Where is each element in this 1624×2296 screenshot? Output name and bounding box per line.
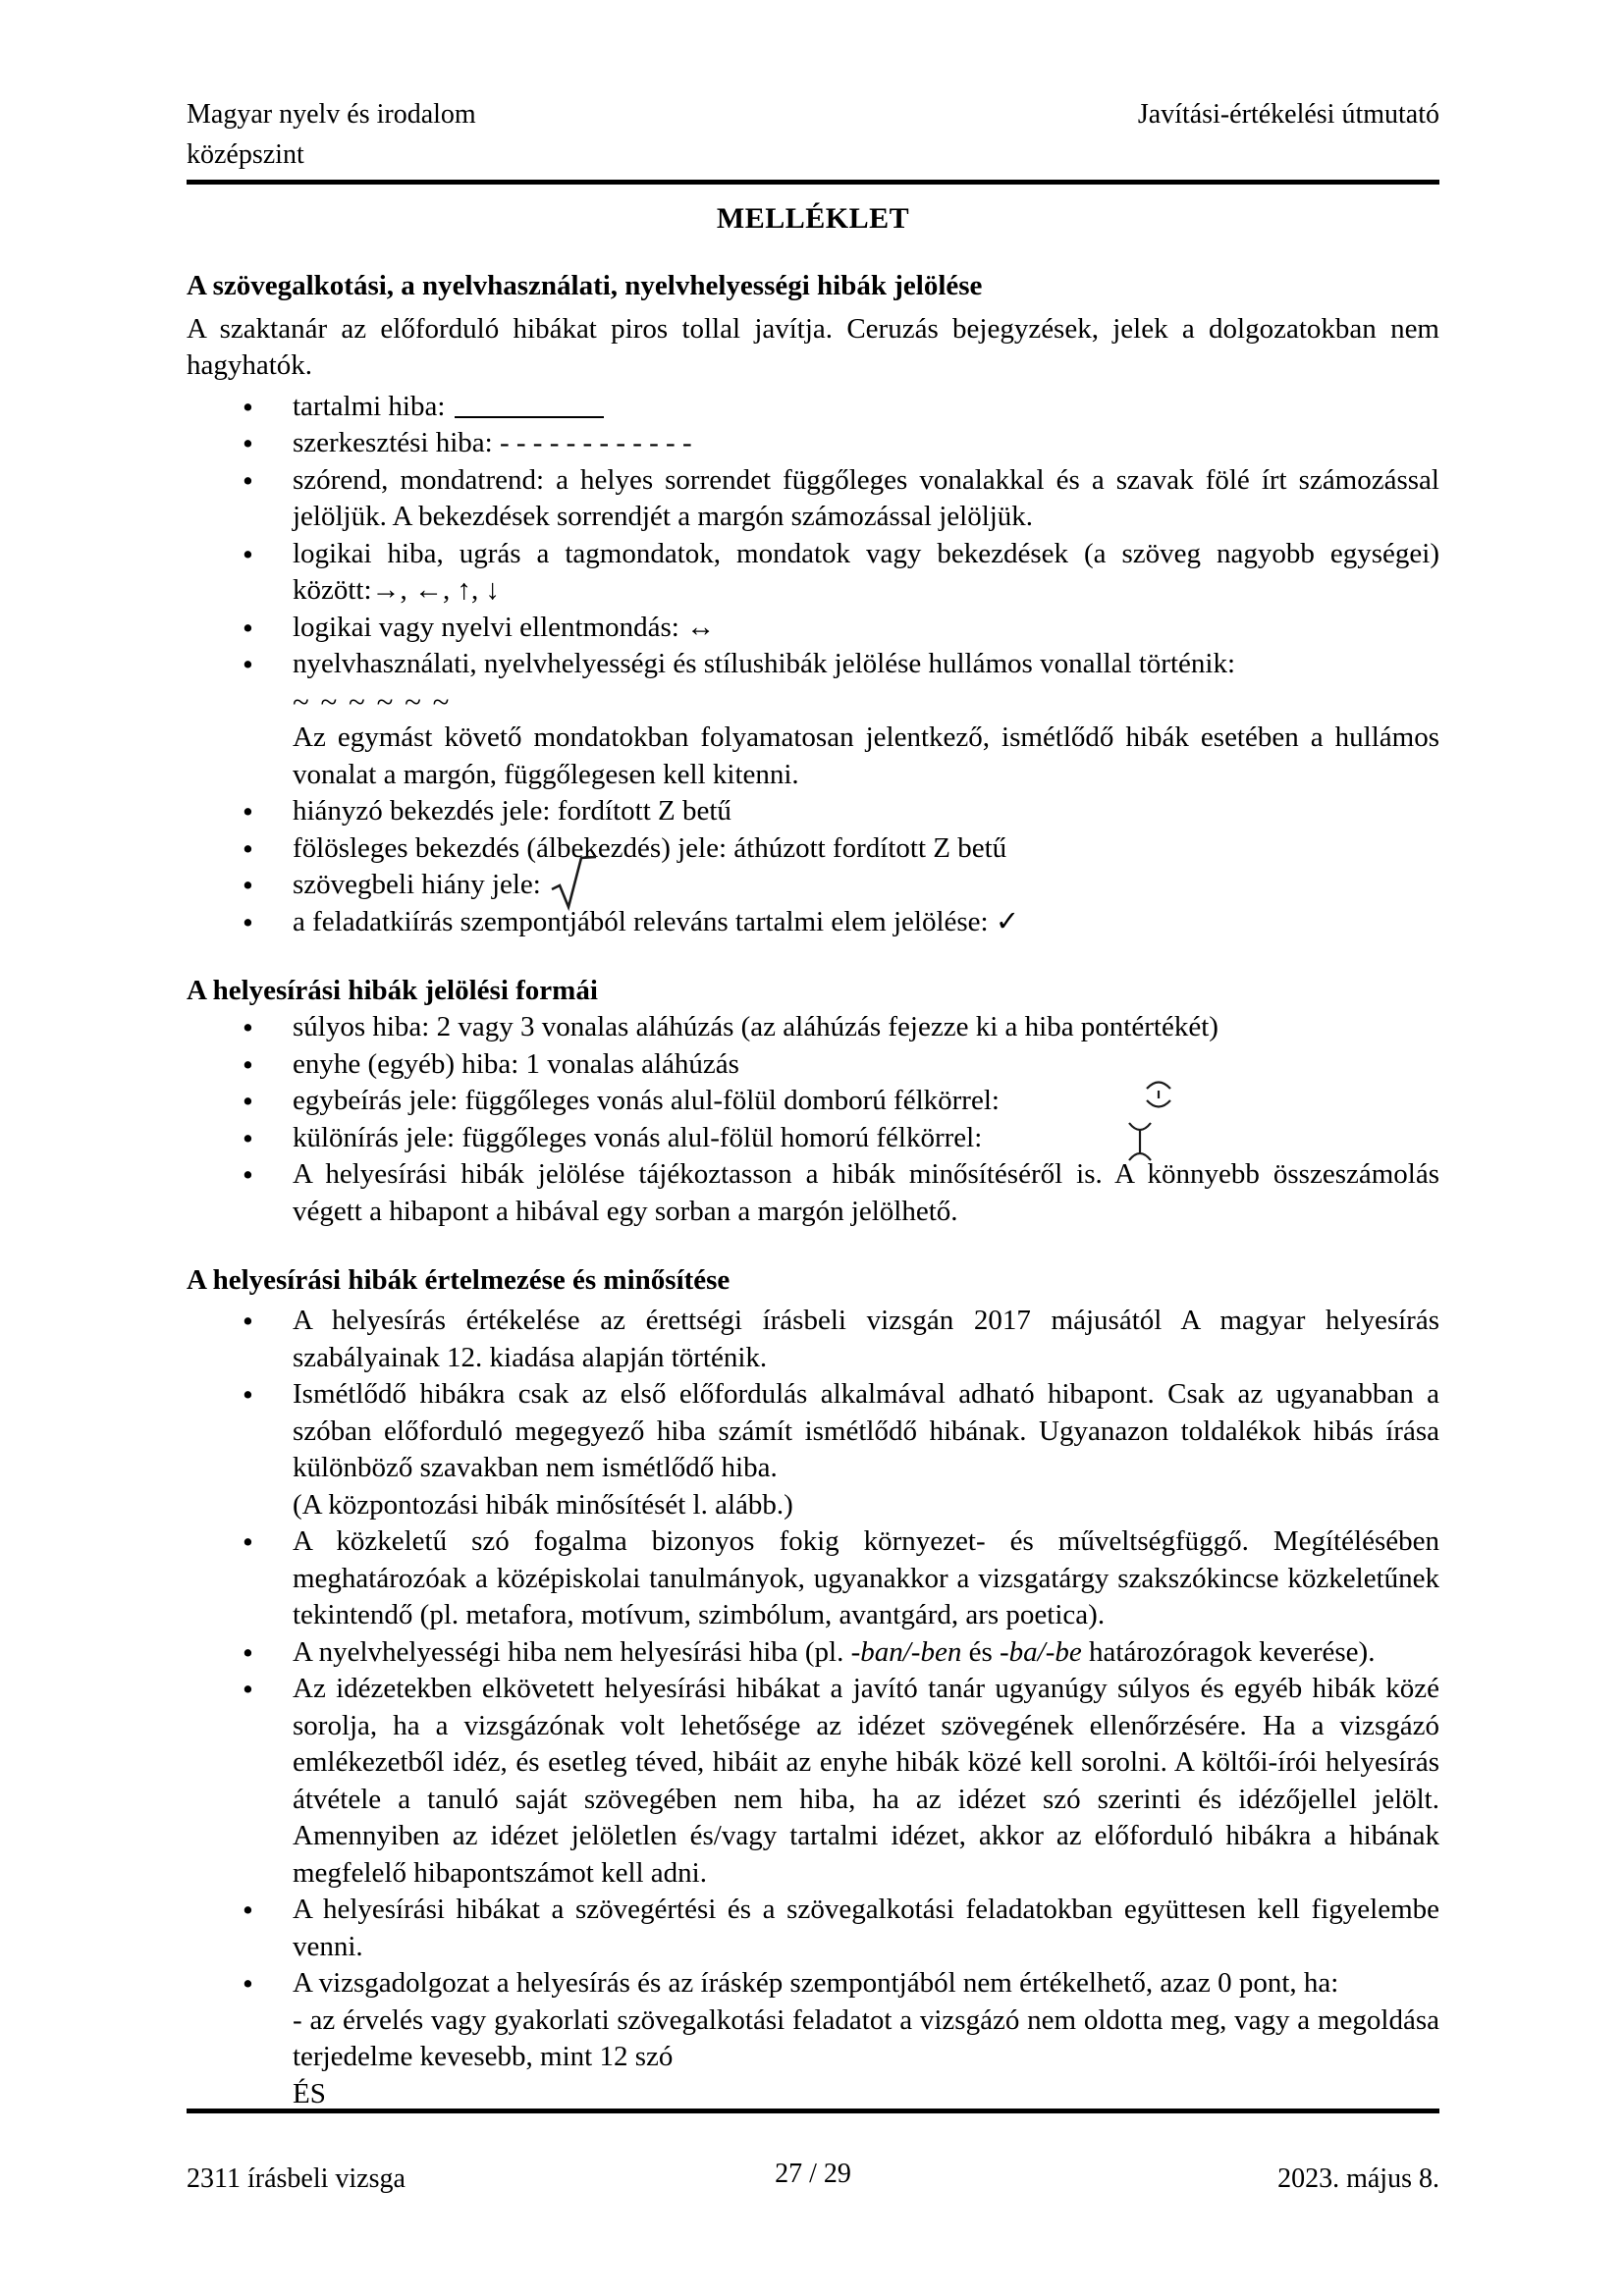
bullet-common-word: • A közkeletű szó fogalma bizonyos fokig környezet- és műveltségfüggő. Megítélésében meghatározóak a középiskolai tanulmányok, ugyanakkor a vizsgatárgy szakszókincse közkeletűnek tekintendő (pl. metafora, motívum, szimbólum, avantgárd, ars poetica). — [187, 1523, 1439, 1634]
section1-bullet-list — [187, 389, 1439, 941]
bullet-usage-errors — [187, 646, 1439, 793]
bullet-text: • nyelvhasználati, nyelvhelyességi és stílushibák jelölése hullámos vonallal történik: — [293, 648, 1236, 679]
bullet-joined-writing — [187, 1083, 1439, 1120]
bullet-note: Az egymást követő mondatokban folyamatosan jelentkező, ismétlődő hibák esetében a hullámos vonalat a margón, függőlegesen kell kitenni. — [293, 721, 1439, 790]
zero-points-condition: - az érvelés vagy gyakorlati szövegalkotási feladatot a vizsgázó nem oldotta meg, vagy a megoldása terjedelme kevesebb, mint 12 szó — [293, 2003, 1439, 2072]
bullet-text: határozóragok keverése). — [1081, 1635, 1376, 1668]
bullet-combined-counting: • A helyesírási hibákat a szövegértési és a szövegalkotási feladatokban együttesen kell figyelembe venni. — [187, 1892, 1439, 1965]
bullet-serious-error: • súlyos hiba: 2 vagy 3 vonalas aláhúzás (az aláhúzás fejezze ki a hiba pontértékét) — [187, 1009, 1439, 1046]
bullet-text: különírás jele: függőleges vonás alul-fölül homorú félkörrel: — [293, 1121, 983, 1153]
bullet-content-error — [187, 389, 1439, 426]
section2-heading: A helyesírási hibák jelölési formái — [187, 975, 598, 1006]
bullet-zero-points — [187, 1965, 1439, 2112]
bullet-minor-error: • enyhe (egyéb) hiba: 1 vonalas aláhúzás — [187, 1046, 1439, 1084]
bullet-repeated-errors — [187, 1376, 1439, 1523]
radical-sign-icon — [550, 853, 599, 912]
page-header — [187, 94, 1439, 175]
concave-split-mark-icon — [1126, 1120, 1154, 1163]
bullet-relevant-element: • a feladatkiírás szempontjából releváns tartalmi elem jelölése: ✓ — [187, 904, 1439, 941]
italic-suffix-1: -ban/-ben — [850, 1635, 962, 1668]
section1-heading: A szövegalkotási, a nyelvhasználati, nyelvhelyességi hibák jelölése — [187, 269, 983, 301]
footer-rule — [187, 2109, 1439, 2113]
bullet-separate-writing — [187, 1120, 1439, 1157]
header-subject: Magyar nyelv és irodalom — [187, 99, 476, 130]
footer-page-number: 27 / 29 — [775, 2159, 851, 2189]
header-rule — [187, 180, 1439, 185]
bullet-text: szövegbeli hiány jele: — [293, 869, 541, 900]
page-content — [187, 94, 1439, 2112]
bullet-error-marking-info: • A helyesírási hibák jelölése tájékoztasson a hibák minősítéséről is. A könnyebb összeszámolás végett a hibapont a hibával egy sorban a margón jelölhető. — [187, 1156, 1439, 1230]
bullet-text-gap — [187, 867, 1439, 904]
bullet-language-correctness — [187, 1634, 1439, 1672]
blank-underline — [455, 413, 604, 418]
header-right: Javítási-értékelési útmutató — [1137, 99, 1439, 130]
header-left — [187, 94, 476, 175]
bullet-quotation-errors: • Az idézetekben elkövetett helyesírási hibákat a javító tanár ugyanúgy súlyos és egyéb hibák közé sorolja, ha a vizsgázónak volt lehetősége az idézet szövegének ellenőrzésére. Ha a vizsgázó emlékezetből idéz, és esetleg téved, hibáit az enyhe hibák közé kell sorolni. A költői-írói helyesírás átvétele a tanuló saját szövegében nem hiba, ha az idézet szó szerinti és idézőjellel jelölt. Amennyiben az idézet jelöletlen és/vagy tartalmi idézet, akkor az előforduló hibákra a hibának megfelelő hibapontszámot kell adni. — [187, 1671, 1439, 1892]
bullet-logic-error: • logikai hiba, ugrás a tagmondatok, mondatok vagy bekezdések (a szöveg nagyobb egységei) között:→, ←, ↑, ↓ — [187, 536, 1439, 610]
section3-heading: A helyesírási hibák értelmezése és minősítése — [187, 1264, 731, 1296]
section3-bullet-list — [187, 1303, 1439, 2112]
bullet-editing-error: • szerkesztési hiba: - - - - - - - - - - - - — [187, 425, 1439, 462]
bullet-text: • A vizsgadolgozat a helyesírás és az íráskép szempontjából nem értékelhető, azaz 0 pont, ha: — [293, 1967, 1339, 1999]
bullet-missing-paragraph: • hiányzó bekezdés jele: fordított Z betű — [187, 793, 1439, 830]
wavy-line-mark: ~ ~ ~ ~ ~ ~ — [293, 683, 452, 719]
bullet-spelling-evaluation: • A helyesírás értékelése az érettségi írásbeli vizsgán 2017 májusától A magyar helyesírás szabályainak 12. kiadása alapján történik. — [187, 1303, 1439, 1376]
header-level: középszint — [187, 139, 304, 170]
bullet-superfluous-paragraph: • fölösleges bekezdés (álbekezdés) jele: áthúzott fordított Z betű — [187, 830, 1439, 868]
section1-intro: A szaktanár az előforduló hibákat piros tollal javítja. Ceruzás bejegyzések, jelek a dolgozatokban nem hagyhatók. — [187, 312, 1439, 381]
footer-exam-code: 2311 írásbeli vizsga — [187, 2163, 406, 2194]
bullet-word-order: • szórend, mondatrend: a helyes sorrendet függőleges vonalakkal és a szavak fölé írt számozással jelöljük. A bekezdések sorrendjét a margón számozással jelöljük. — [187, 462, 1439, 536]
italic-suffix-2: -ba/-be — [1000, 1635, 1082, 1668]
bullet-text: • Ismétlődő hibákra csak az első előfordulás alkalmával adható hibapont. Csak az ugyanabban a szóban előforduló megegyező hiba számít ismétlődő hibának. Ugyanazon toldalékok hibás írása különböző szavakban nem ismétlődő hiba. — [293, 1378, 1439, 1483]
bullet-note: (A központozási hibák minősítését l. alább.) — [293, 1488, 793, 1521]
bullet-contradiction: • logikai vagy nyelvi ellentmondás: ↔ — [187, 610, 1439, 647]
bullet-text: A nyelvhelyességi hiba nem helyesírási hiba (pl. — [293, 1635, 851, 1668]
page-title: MELLÉKLET — [716, 202, 910, 235]
section2-bullet-list — [187, 1009, 1439, 1230]
footer-date: 2023. május 8. — [1277, 2163, 1439, 2194]
bullet-text: egybeírás jele: függőleges vonás alul-fölül domború félkörrel: — [293, 1085, 1000, 1116]
bullet-text: tartalmi hiba: — [293, 390, 446, 422]
bullet-text: és — [961, 1635, 1001, 1668]
page-footer — [187, 2109, 1439, 2198]
and-connector: ÉS — [293, 2077, 326, 2109]
convex-join-mark-icon — [1144, 1077, 1173, 1112]
